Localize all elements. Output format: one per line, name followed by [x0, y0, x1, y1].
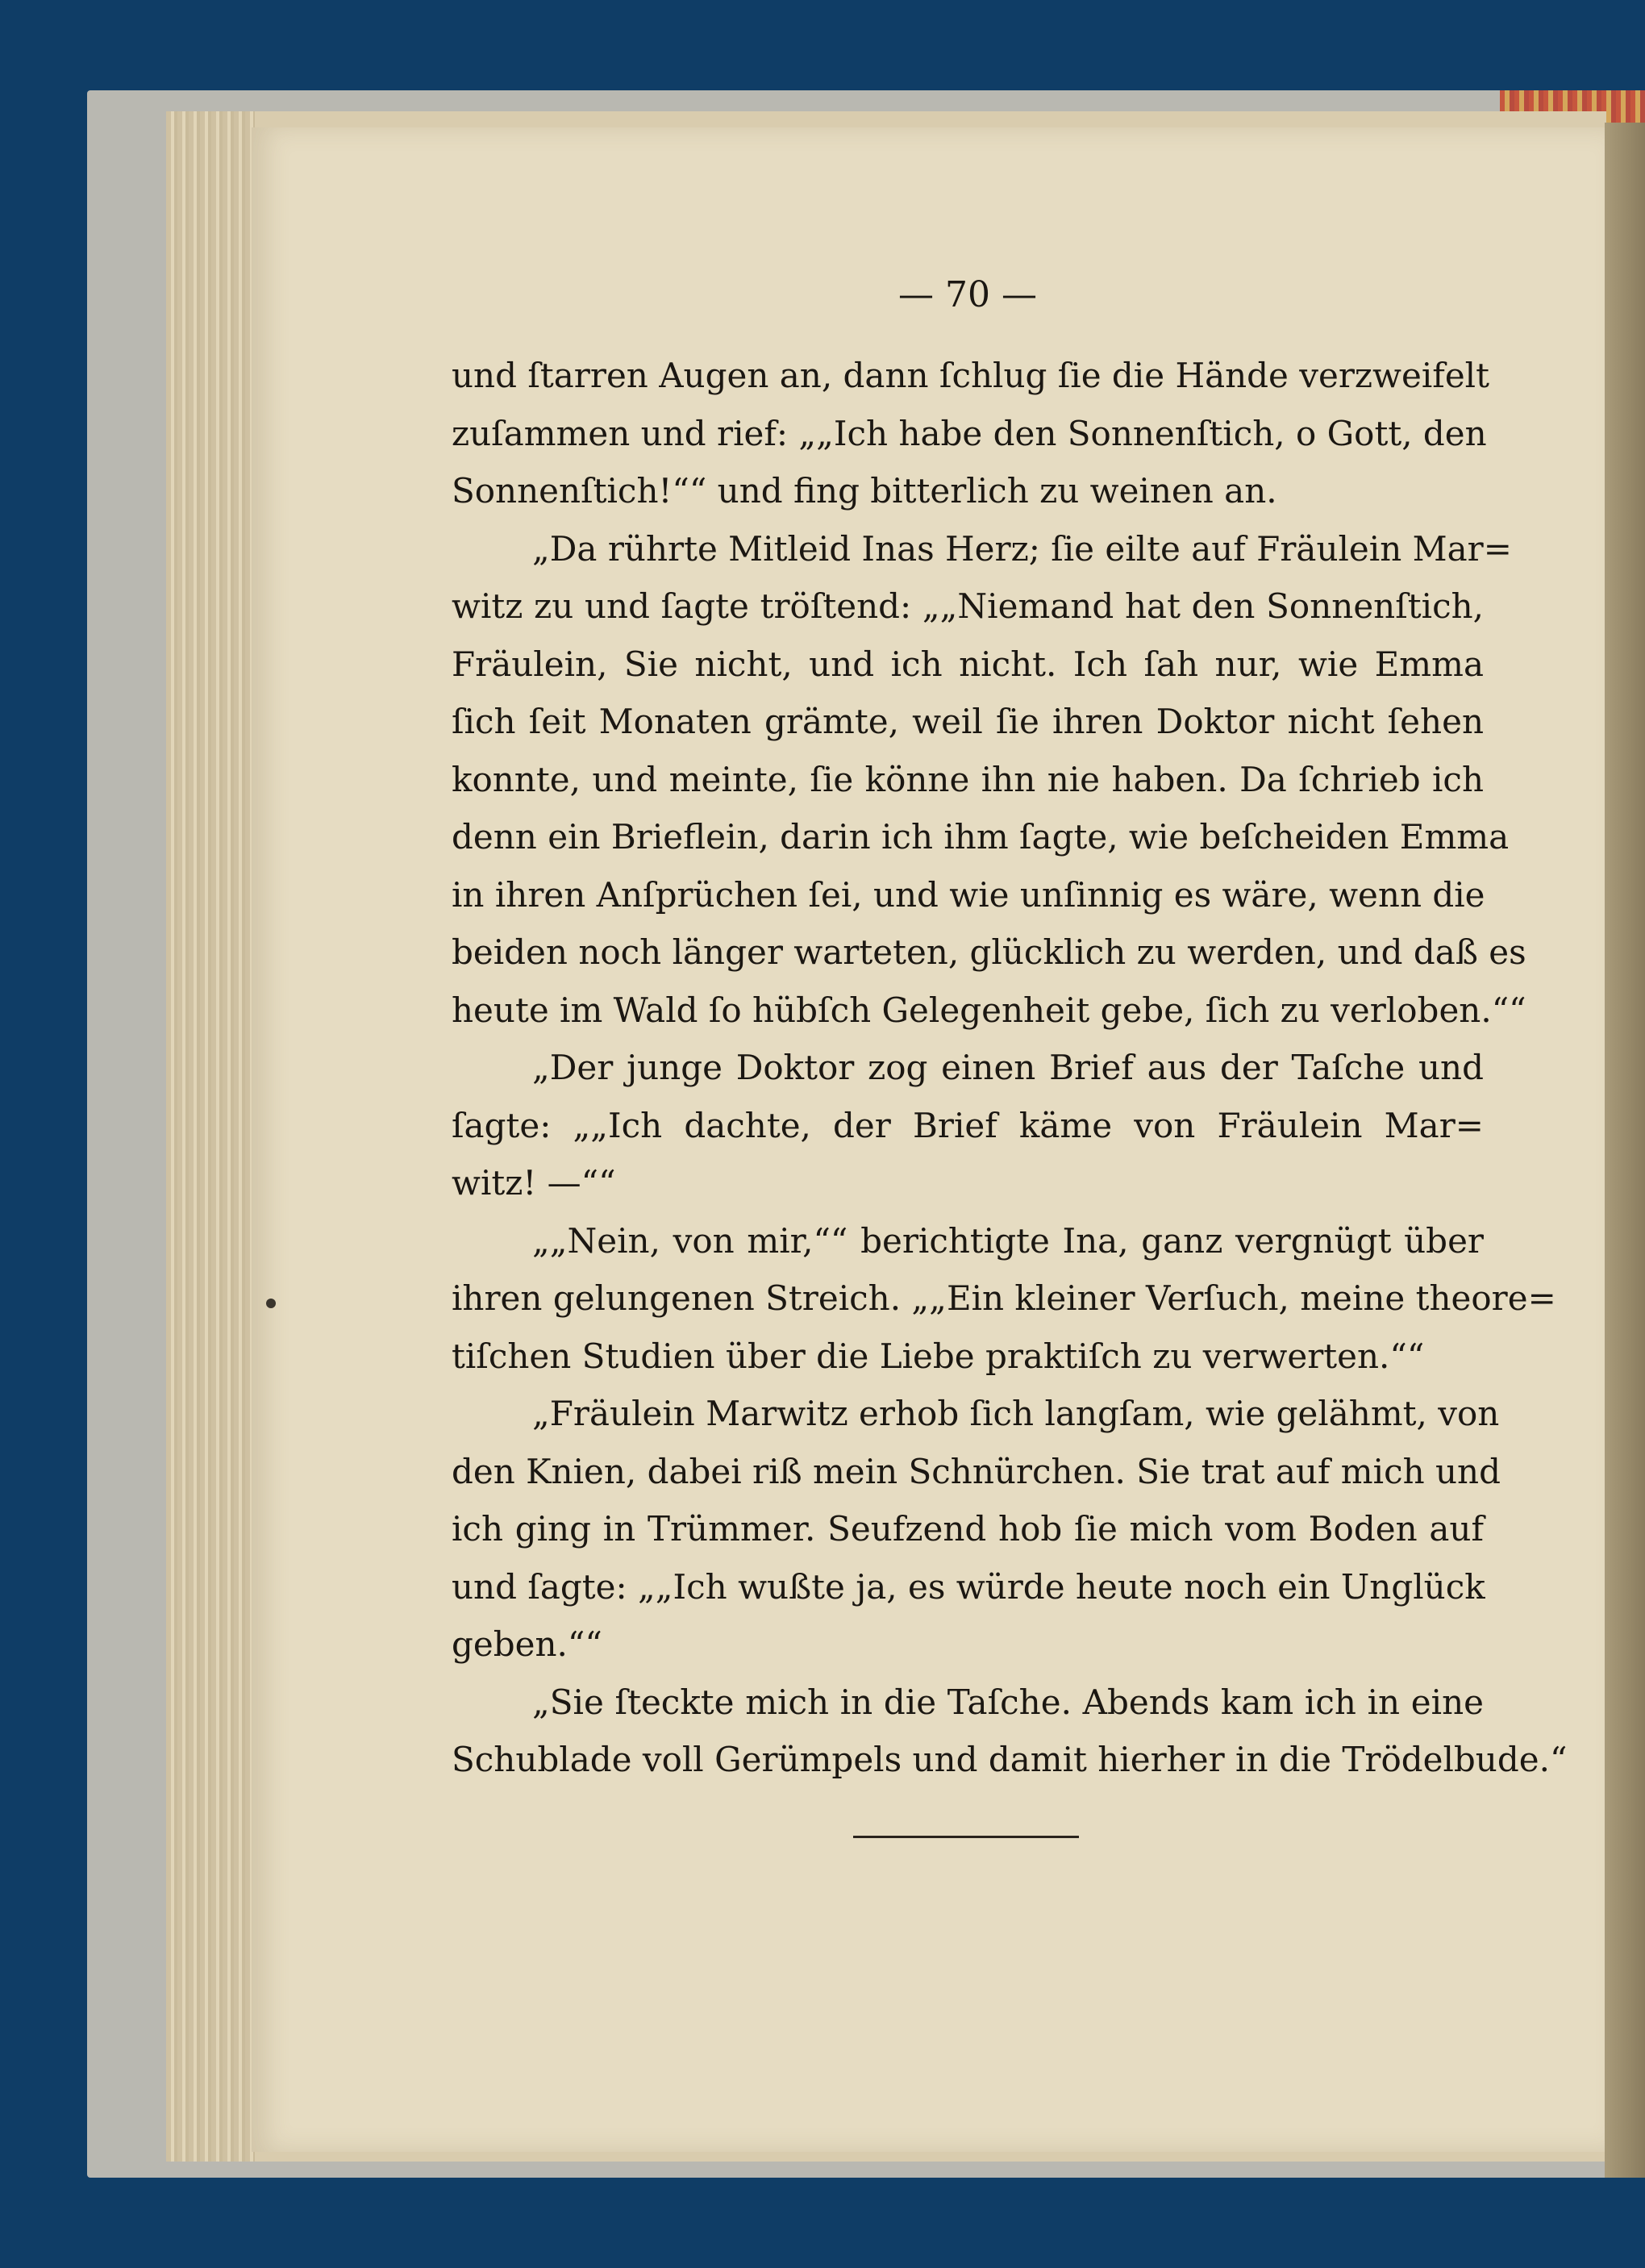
end-rule [853, 1836, 1079, 1838]
text-line: witz zu und ſagte tröſtend: „„Niemand hat den Sonnenſtich, [452, 586, 1484, 626]
text-line: ich ging in Trümmer. Seufzend hob ſie mich vom Boden auf [452, 1509, 1484, 1549]
text-line: geben.““ [452, 1624, 602, 1664]
text-line: „Da rührte Mitleid Inas Herz; ſie eilte auf Fräulein Mar= [532, 528, 1512, 569]
text-line: „Fräulein Marwitz erhob ſich langſam, wie gelähmt, von [532, 1394, 1500, 1433]
text-line: tiſchen Studien über die Liebe praktiſch zu verwerten.““ [452, 1336, 1425, 1376]
text-line: und ſagte: „„Ich wußte ja, es würde heute noch ein Unglück [452, 1566, 1485, 1607]
text-line: den Knien, dabei riß mein Schnürchen. Sie trat auf mich und [452, 1451, 1501, 1491]
text-line: Schublade voll Gerümpels und damit hierher in die Trödelbude.“ [452, 1740, 1568, 1779]
text-line: Fräulein, Sie nicht, und ich nicht. Ich ſah nur, wie Emma [452, 644, 1484, 684]
page-number: — 70 — [898, 274, 1037, 315]
text-line: ſagte: „„Ich dachte, der Brief käme von Fräulein Mar= [452, 1105, 1484, 1145]
text-line: ihren gelungenen Streich. „„Ein kleiner Verſuch, meine theore= [452, 1278, 1556, 1318]
facing-page-edge [1605, 123, 1645, 2178]
text-line: beiden noch länger warteten, glücklich zu werden, und daß es [452, 932, 1526, 972]
margin-dot [266, 1299, 276, 1308]
text-line: denn ein Brieflein, darin ich ihm ſagte, wie beſcheiden Emma [452, 817, 1510, 857]
text-line: heute im Wald ſo hübſch Gelegenheit gebe, ſich zu verloben.““ [452, 990, 1526, 1030]
page-edges [166, 111, 255, 2162]
text-line: witz! —““ [452, 1163, 616, 1203]
text-line: Sonnenſtich!““ und fing bitterlich zu weinen an. [452, 471, 1277, 511]
page-text [452, 347, 1568, 1789]
text-line: in ihren Anſprüchen ſei, und wie unſinnig es wäre, wenn die [452, 874, 1485, 915]
text-line: „Der junge Doktor zog einen Brief aus der Taſche und [532, 1048, 1484, 1087]
text-line: und ſtarren Augen an, dann ſchlug ſie die Hände verzweifelt [452, 356, 1489, 395]
text-line: „Sie ſteckte mich in die Taſche. Abends kam ich in eine [532, 1682, 1484, 1722]
text-line: „„Nein, von mir,““ berichtigte Ina, ganz vergnügt über [532, 1220, 1484, 1261]
text-line: ſich ſeit Monaten grämte, weil ſie ihren Doktor nicht ſehen [452, 702, 1484, 741]
text-line: konnte, und meinte, ſie könne ihn nie haben. Da ſchrieb ich [452, 759, 1484, 799]
text-line: zuſammen und rief: „„Ich habe den Sonnenſtich, o Gott, den [452, 413, 1487, 453]
